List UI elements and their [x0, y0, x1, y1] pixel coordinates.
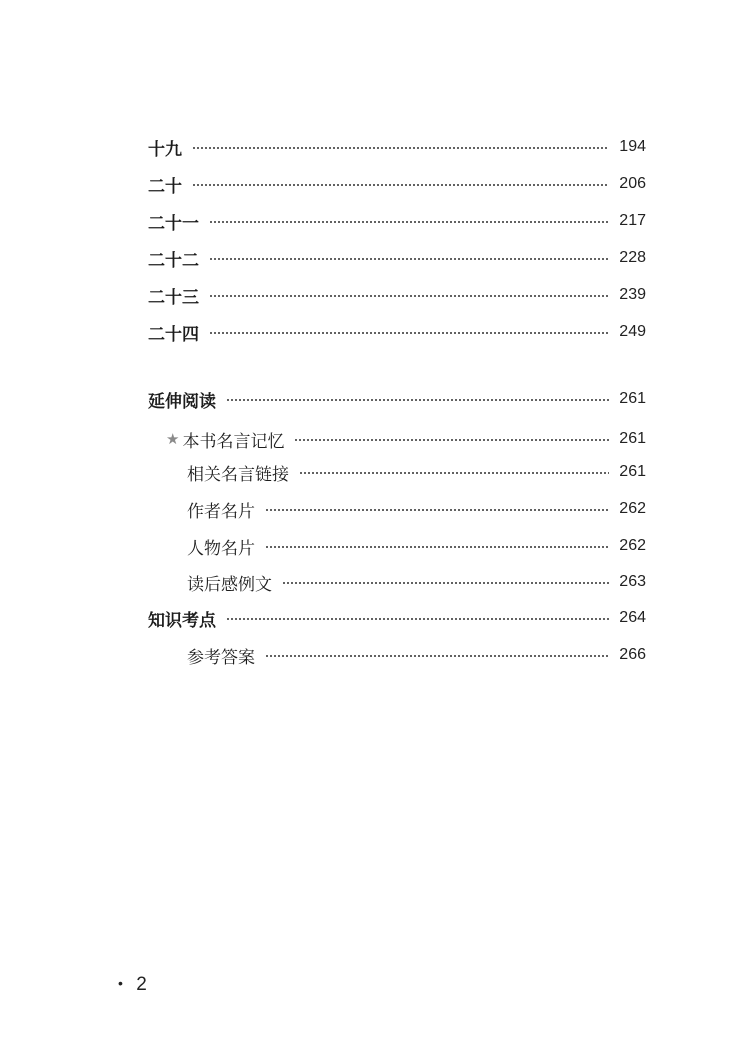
dot-leader	[294, 439, 609, 441]
dot-leader	[209, 295, 609, 297]
toc-entry-chapter-21[interactable]	[148, 207, 646, 235]
dot-leader	[265, 509, 609, 511]
toc-entry-page: 228	[619, 249, 646, 266]
toc-entry-page: 206	[619, 175, 646, 192]
toc-entry-label: 十九	[148, 139, 182, 160]
toc-entry-chapter-22[interactable]	[148, 244, 646, 272]
toc-subentry-page: 261	[619, 463, 646, 480]
dot-leader	[299, 472, 609, 474]
toc-entry-knowledge-points[interactable]	[148, 604, 646, 632]
toc-entry-label: 二十二	[148, 250, 199, 271]
dot-leader	[226, 399, 609, 401]
dot-leader	[192, 147, 609, 149]
toc-entry-label: 延伸阅读	[148, 391, 216, 412]
star-icon: ★	[166, 430, 180, 448]
toc-entry-page: 249	[619, 323, 646, 340]
toc-entry-page: 239	[619, 286, 646, 303]
toc-entry-extended-reading[interactable]	[148, 385, 646, 413]
toc-subentry-label: 相关名言链接	[187, 464, 289, 485]
toc-subentry-answer-key[interactable]	[187, 641, 646, 669]
dot-leader	[209, 221, 609, 223]
dot-leader	[209, 258, 609, 260]
toc-subentry-label: 人物名片	[187, 538, 255, 559]
toc-subentry-page: 261	[619, 430, 646, 447]
toc-subentry-character-card[interactable]	[187, 532, 646, 560]
toc-entry-page: 217	[619, 212, 646, 229]
toc-subentry-label: 作者名片	[187, 501, 255, 522]
toc-entry-chapter-24[interactable]	[148, 318, 646, 346]
toc-entry-chapter-20[interactable]	[148, 170, 646, 198]
toc-subentry-page: 262	[619, 500, 646, 517]
toc-subentry-page: 262	[619, 537, 646, 554]
dot-leader	[192, 184, 609, 186]
toc-subentry-author-card[interactable]	[187, 495, 646, 523]
toc-entry-label: 二十四	[148, 324, 199, 345]
toc-entry-label: 知识考点	[148, 610, 216, 631]
toc-entry-label: 二十三	[148, 287, 199, 308]
toc-entry-page: 264	[619, 609, 646, 626]
toc-entry-label: 二十一	[148, 213, 199, 234]
page-number: 2	[136, 974, 147, 995]
bullet-icon: •	[118, 975, 123, 991]
toc-entry-chapter-19[interactable]	[148, 133, 646, 161]
dot-leader	[265, 546, 609, 548]
toc-entry-page: 194	[619, 138, 646, 155]
dot-leader	[265, 655, 609, 657]
page-footer	[118, 974, 147, 996]
toc-subentry-label: 本书名言记忆	[182, 431, 285, 452]
toc-subentry-label: 参考答案	[187, 647, 255, 668]
toc-subentry-quote-memory[interactable]	[166, 425, 646, 453]
toc-subentry-page: 263	[619, 573, 646, 590]
toc-entry-page: 261	[619, 390, 646, 407]
toc-subentry-label: 读后感例文	[187, 574, 272, 595]
toc-entry-label: 二十	[148, 176, 182, 197]
toc-subentry-related-quotes[interactable]	[187, 458, 646, 486]
toc-subentry-sample-essay[interactable]	[187, 568, 646, 596]
dot-leader	[282, 582, 609, 584]
dot-leader	[226, 618, 609, 620]
toc-subentry-page: 266	[619, 646, 646, 663]
toc-entry-chapter-23[interactable]	[148, 281, 646, 309]
dot-leader	[209, 332, 609, 334]
